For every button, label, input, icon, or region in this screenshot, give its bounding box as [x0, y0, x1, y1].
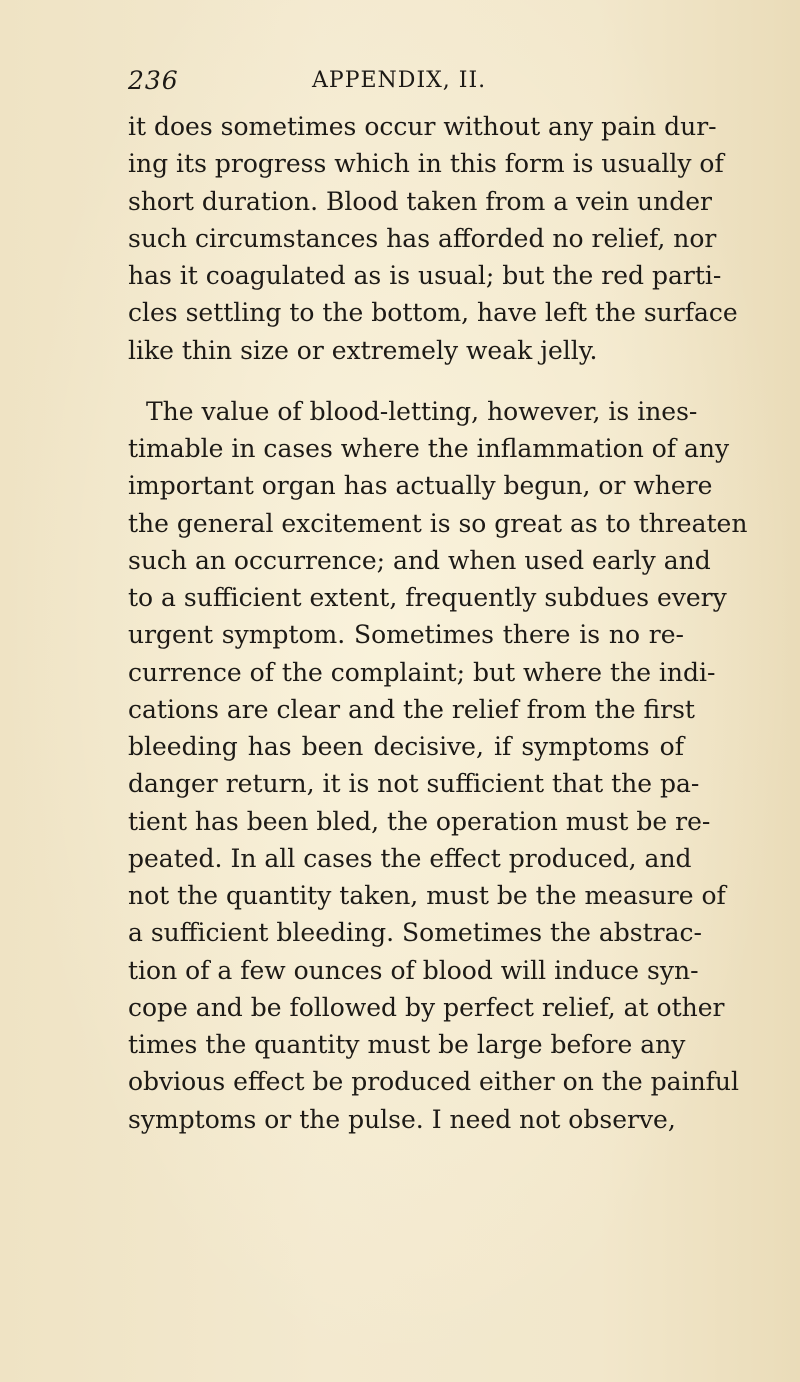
body-text — [128, 108, 748, 1138]
text-line: currence of the complaint; but where the indi- — [128, 657, 716, 687]
paragraph-1 — [128, 108, 738, 369]
text-line: important organ has actually begun, or where — [128, 471, 713, 501]
text-line: The value of blood-letting, however, is ines- — [146, 396, 698, 426]
paragraph-gap — [128, 369, 684, 393]
text-line: bleeding has been decisive, if symptoms of — [128, 732, 684, 761]
text-line: danger return, it is not sufficient that the pa- — [128, 769, 700, 799]
text-line: cles settling to the bottom, have left the surface — [128, 298, 738, 328]
text-line: to a sufficient extent, frequently subdues every — [128, 583, 727, 612]
text-line: tion of a few ounces of blood will induce syn- — [128, 955, 699, 985]
text-line: obvious effect be produced either on the painful — [128, 1067, 740, 1097]
running-head — [128, 66, 688, 100]
text-line: urgent symptom. Sometimes there is no re- — [128, 620, 684, 650]
text-line: the general excitement is so great as to threaten — [128, 508, 748, 538]
text-line: symptoms or the pulse. I need not observe, — [128, 1104, 676, 1134]
page-number: 236 — [128, 66, 179, 95]
text-line: peated. In all cases the effect produced, and — [128, 843, 692, 873]
text-line: short duration. Blood taken from a vein under — [128, 186, 713, 216]
text-line: has it coagulated as is usual; but the red parti- — [128, 261, 722, 290]
text-line: such an occurrence; and when used early and — [128, 545, 711, 575]
paragraph-2 — [128, 393, 748, 1138]
text-line: cations are clear and the relief from the first — [128, 694, 695, 724]
text-line: like thin size or extremely weak jelly. — [128, 335, 598, 365]
text-line: cope and be followed by perfect relief, at other — [128, 992, 725, 1022]
running-title: APPENDIX, II. — [312, 68, 487, 93]
text-line: it does sometimes occur without any pain dur- — [128, 112, 717, 141]
text-line: such circumstances has afforded no relief, nor — [128, 223, 717, 253]
text-line: ing its progress which in this form is usually of — [128, 149, 724, 179]
text-line: times the quantity must be large before any — [128, 1030, 686, 1059]
text-line: timable in cases where the inflammation of any — [128, 434, 730, 463]
text-line: a sufficient bleeding. Sometimes the abstrac- — [128, 918, 702, 948]
text-line: tient has been bled, the operation must be re- — [128, 806, 711, 836]
text-line: not the quantity taken, must be the measure of — [128, 881, 726, 910]
